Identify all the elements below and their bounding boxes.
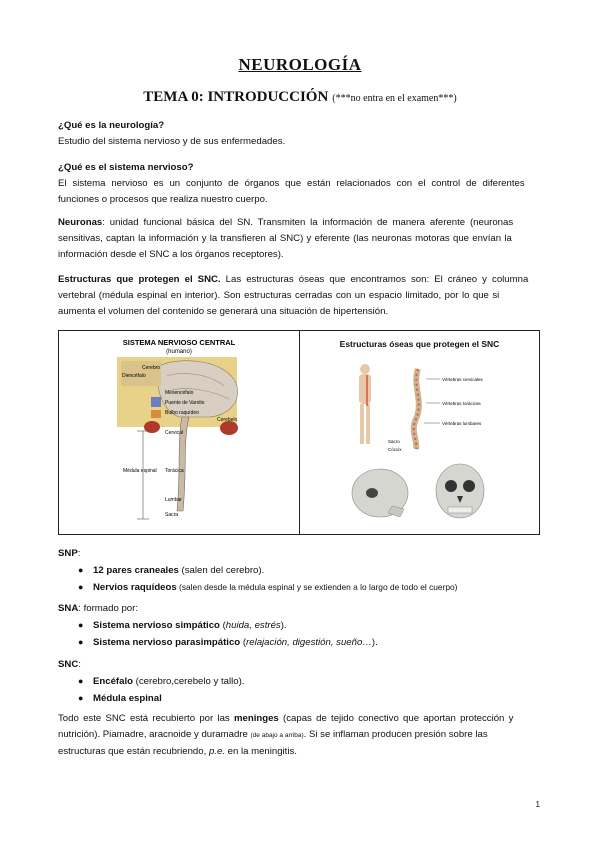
skull-front-eye-left xyxy=(445,480,457,492)
estructuras-line3: aumenta el volumen del contenido se generará una situación de hipertensión. xyxy=(58,306,389,317)
skull-front-eye-right xyxy=(463,480,475,492)
label-mesencefalo: Mesencéfalo xyxy=(165,390,194,396)
cerebellum-right xyxy=(220,421,238,435)
cns-subtitle: (humano) xyxy=(166,349,192,355)
label-sacra: Sacra xyxy=(165,512,179,518)
bone-figure-caption: Estructuras óseas que protegen el SNC xyxy=(339,339,500,349)
skull-side-eye xyxy=(366,488,378,498)
label-sacro: Sacro xyxy=(388,439,400,444)
label-toracicas: Vértebras torácicas xyxy=(442,401,481,406)
estructuras-line1: Las estructuras óseas que encontramos son: El cráneo y columna xyxy=(220,274,529,285)
list-item: ● Sistema nervioso simpático (huida, estrés). xyxy=(78,620,287,631)
pons-mark xyxy=(151,410,161,418)
sna-list xyxy=(58,617,538,651)
body-leg-right xyxy=(366,404,370,444)
label-toracica: Torácica xyxy=(165,468,184,474)
bone-structures-panel xyxy=(300,331,539,534)
figure-box xyxy=(58,330,540,535)
list-item: ● Encéfalo (cerebro,cerebelo y tallo). xyxy=(78,676,245,687)
snc-block: SNC: ● Encéfalo (cerebro,cerebelo y tallo). ● Médula espinal xyxy=(58,657,538,707)
snp-list xyxy=(58,562,538,596)
q1-answer: Estudio del sistema nervioso y de sus enfermedades. xyxy=(58,136,286,147)
section-heading xyxy=(0,88,600,106)
cns-diagram xyxy=(59,331,299,534)
meninges-paragraph: Todo este SNC está recubierto por las meninges (capas de tejido conectivo que aportan protección y nutrición). Piamadre, aracnoide y duramadre (de abajo a arriba). Si se inflaman producen presión sobre las estructuras que están recubriendo, p.e. en la meningitis. xyxy=(58,713,514,757)
neuronas-line3: información desde el SNC a los órganos receptores). xyxy=(58,249,284,260)
snp-block: SNP: ● 12 pares craneales (salen del cerebro). ● Nervios raquídeos (salen desde la médula espinal y se extienden a lo largo de todo el cuerpo) xyxy=(58,546,538,596)
label-lumbares: Vértebras lumbares xyxy=(442,421,482,426)
label-bulbo: Bulbo raquídeo xyxy=(165,410,199,416)
label-cerebelo: Cerebelo xyxy=(217,417,238,423)
snc-label: SNC xyxy=(58,659,79,670)
label-cervical: Cervical xyxy=(165,430,184,436)
list-item: ● Sistema nervioso parasimpático (relajación, digestión, sueño…). xyxy=(78,637,378,648)
neuronas-line1: : unidad funcional básica del SN. Transmiten la información de manera aferente (neuronas xyxy=(102,217,514,228)
body-leg-left xyxy=(360,404,364,444)
q1-question: ¿Qué es la neurología? xyxy=(58,120,165,131)
section-title: TEMA 0: INTRODUCCIÓN xyxy=(143,89,329,105)
list-item: ● Nervios raquídeos (salen desde la médula espinal y se extienden a lo largo de todo el cuerpo) xyxy=(78,582,458,593)
q1-block xyxy=(58,118,538,150)
label-coccix: Cóccix xyxy=(388,447,402,452)
page-number: 1 xyxy=(535,800,540,809)
section-note: (***no entra en el examen***) xyxy=(332,93,457,104)
q2-block xyxy=(58,160,538,208)
cns-diagram-panel xyxy=(59,331,300,534)
neuronas-label: Neuronas xyxy=(58,217,103,228)
label-diencefalo: Diencéfalo xyxy=(122,373,146,379)
q2-line2: funciones o procesos que realiza nuestro cuerpo. xyxy=(58,194,268,205)
list-item: ● Médula espinal xyxy=(78,693,162,704)
snc-list xyxy=(58,673,538,707)
sna-label: SNA xyxy=(58,603,79,614)
neuronas-paragraph xyxy=(58,215,538,263)
list-item: ● 12 pares craneales (salen del cerebro). xyxy=(78,565,265,576)
neuronas-line2: sensitivas, captan la información y la transfieren al SNC) y eferente (las neuronas motoras que envían la xyxy=(58,233,512,244)
label-medula: Médula espinal xyxy=(123,468,157,474)
estructuras-paragraph xyxy=(58,272,538,320)
q2-question: ¿Qué es el sistema nervioso? xyxy=(58,162,194,173)
q2-line1: El sistema nervioso es un conjunto de órganos que están relacionados con el control de diferentes xyxy=(58,178,525,189)
body-head xyxy=(360,364,370,374)
label-cervicales: Vértebras cervicales xyxy=(442,377,483,382)
estructuras-label: Estructuras que protegen el SNC. xyxy=(58,274,221,285)
cns-title: SISTEMA NERVIOSO CENTRAL xyxy=(122,338,236,347)
snp-label: SNP xyxy=(58,548,78,559)
body-torso xyxy=(359,374,371,404)
page-title: NEUROLOGÍA xyxy=(238,55,362,74)
label-lumbar: Lumbar xyxy=(165,497,182,503)
mesencephalon-mark xyxy=(151,397,161,407)
bone-diagram xyxy=(300,331,539,534)
sna-block: SNA: formado por: ● Sistema nervioso simpático (huida, estrés). ● Sistema nervioso parasimpático (relajación, digestión, sueño…). xyxy=(58,601,538,651)
estructuras-line2: vertebral (médula espinal en interior). Son estructuras cerradas con un espacio limitado, por lo que si xyxy=(58,290,500,301)
label-cerebro: Cerebro xyxy=(142,365,161,371)
label-puente: Puente de Varolio xyxy=(165,400,205,406)
meninges-term: meninges xyxy=(233,713,279,724)
